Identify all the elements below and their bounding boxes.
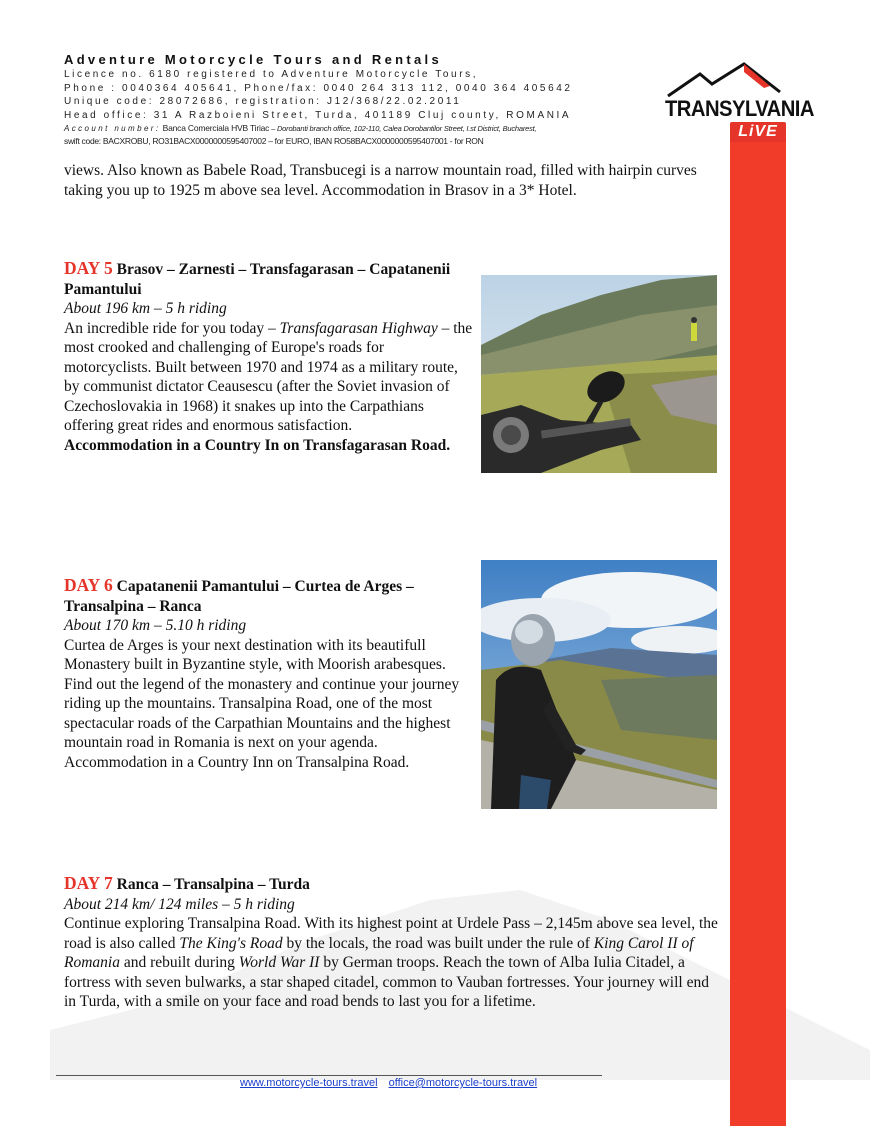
intro-paragraph: views. Also known as Babele Road, Transbucegi is a narrow mountain road, filled with hairpin curves taking you up to 1925 m above sea level. Accommodation in Brasov in a 3* Hotel. <box>64 162 697 199</box>
day5-text-a: An incredible ride for you today – <box>64 319 280 337</box>
day7-em-2: King Carol II of Romania <box>64 934 694 971</box>
account-branch: – Dorobanti branch office, 102-110, Calea Dorobantilor Street, I.st District, Bucharest, <box>269 124 537 133</box>
phone-line: Phone : 0040364 405641, Phone/fax: 0040 264 313 112, 0040 364 405642 <box>64 82 573 94</box>
day6-label: DAY 6 <box>64 575 113 595</box>
right-accent-bar <box>730 135 786 1126</box>
day7-distance: About 214 km/ 124 miles – 5 h riding <box>64 895 295 913</box>
email-link[interactable]: office@motorcycle-tours.travel <box>388 1077 538 1089</box>
company-title: Adventure Motorcycle Tours and Rentals <box>64 52 442 67</box>
day7-text-4: by German troops. Reach the town of Alba Iulia Citadel, a fortress with seven bulwarks, a star shaped citadel, common to Vauban fortresses. Your journey will end in Turda, with a smile on your face and road bends to last you for a lifetime. <box>64 954 709 1010</box>
footer-divider <box>56 1075 602 1076</box>
day7-label: DAY 7 <box>64 873 113 893</box>
day5-label: DAY 5 <box>64 258 113 278</box>
day5-route: Brasov – Zarnesti – Transfagarasan – Capatanenii Pamantului <box>64 261 451 298</box>
website-link[interactable]: www.motorcycle-tours.travel <box>240 1077 378 1089</box>
day6-section <box>64 576 474 772</box>
day5-section <box>64 259 474 455</box>
account-label: Account number: <box>64 124 161 133</box>
day7-text-2: by the locals, the road was built under the rule of <box>282 934 594 952</box>
day7-text-3: and rebuilt during <box>119 954 239 971</box>
day7-route: Ranca – Transalpina – Turda <box>116 876 310 893</box>
transfagarasan-photo <box>481 275 717 473</box>
transylvania-live-logo <box>660 60 814 145</box>
unique-code-line: Unique code: 28072686, registration: J12/368/22.02.2011 <box>64 96 462 107</box>
day5-accommodation: Accommodation in a Country In on Transfagarasan Road. <box>64 436 451 454</box>
day5-text-em: Transfagarasan Highway <box>279 319 438 337</box>
head-office-line: Head office: 31 A Razboieni Street, Turda, 401189 Cluj county, ROMANIA <box>64 109 572 121</box>
day5-text-b: – the most crooked and challenging of Europe's roads for motorcyclists. Built between 1970 and 1974 as a military route, by communist dictator Ceausescu (after the Soviet invasion of Czechoslovakia in 1968) it snakes up into the Carpathians offering great rides and enormous satisfaction. <box>64 319 473 434</box>
day7-section <box>64 874 724 1012</box>
day6-heading <box>64 576 474 616</box>
transalpina-photo <box>481 560 717 809</box>
day5-distance: About 196 km – 5 h riding <box>64 300 227 317</box>
day6-route: Capatanenii Pamantului – Curtea de Arges – Transalpina – Ranca <box>64 578 414 615</box>
company-header <box>64 52 724 147</box>
swift-line: swift code: BACXROBU, RO31BACX0000000595407002 – for EURO, IBAN RO58BACX0000000595407001 - for RON <box>64 136 484 146</box>
logo-live-badge: LiVE <box>730 122 786 142</box>
account-line <box>64 122 724 135</box>
footer-links <box>240 1077 545 1089</box>
logo-name: TRANSYLVANIA <box>665 96 814 121</box>
day6-distance: About 170 km – 5.10 h riding <box>64 617 247 634</box>
day7-text-1: Continue exploring Transalpina Road. With its highest point at Urdele Pass – 2,145m above sea level, the road is also called <box>64 915 718 952</box>
day7-em-1: The King's Road <box>179 934 283 952</box>
day5-description <box>64 319 474 436</box>
day7-description <box>64 914 724 1012</box>
day5-heading <box>64 259 474 299</box>
day7-heading <box>64 874 724 895</box>
day7-em-3: World War II <box>238 954 320 971</box>
mountain-logo-icon <box>660 60 800 100</box>
account-bank: Banca Comerciala HVB Tiriac <box>162 123 270 133</box>
day6-description: Curtea de Arges is your next destination with its beautifull Monastery built in Byzantine style, with Moorish arabesques. Find out the legend of the monastery and continue your journey riding up the mountains. Transalpina Road, one of the most spectacular roads of the Carpathian Mountains and the highest mountain road in Romania is next on your agenda. Accommodation in a Country Inn on Transalpina Road. <box>64 636 460 771</box>
licence-line: Licence no. 6180 registered to Adventure Motorcycle Tours, <box>64 69 479 80</box>
